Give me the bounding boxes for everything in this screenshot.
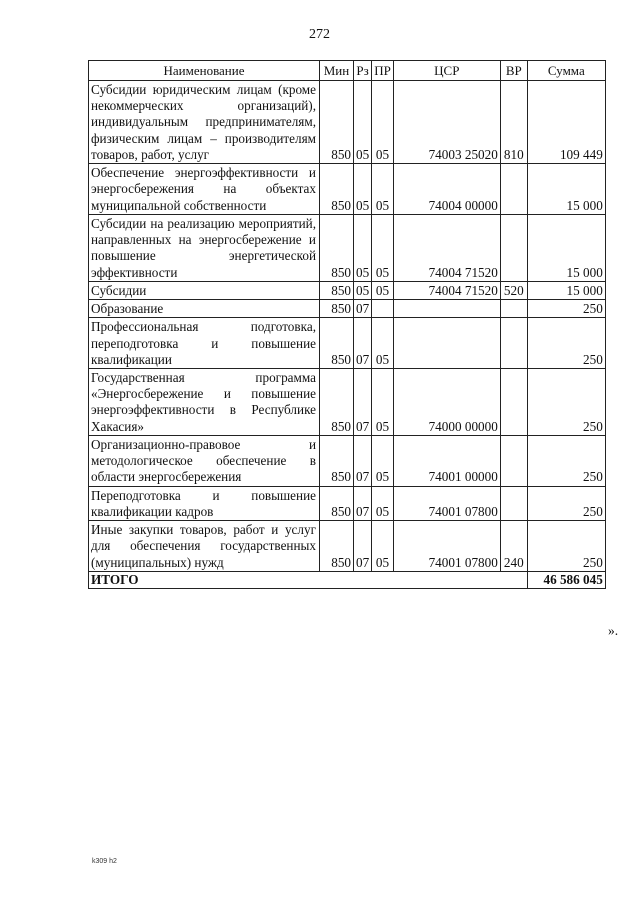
- cell-vr: [500, 164, 527, 215]
- table-row: [89, 214, 606, 281]
- header-sum: Сумма: [527, 61, 605, 81]
- budget-table: [88, 60, 606, 589]
- cell-rz: 07: [354, 368, 372, 435]
- cell-vr: [500, 435, 527, 486]
- cell-min: 850: [320, 521, 354, 572]
- header-pr: ПР: [372, 61, 394, 81]
- cell-pr: 05: [372, 368, 394, 435]
- table-row: [89, 281, 606, 299]
- table-row: [89, 318, 606, 369]
- cell-min: 850: [320, 318, 354, 369]
- cell-pr: 05: [372, 81, 394, 164]
- cell-vr: 520: [500, 281, 527, 299]
- cell-min: 850: [320, 81, 354, 164]
- table-row: [89, 300, 606, 318]
- cell-rz: 05: [354, 81, 372, 164]
- cell-sum: 109 449: [527, 81, 605, 164]
- cell-rz: 07: [354, 521, 372, 572]
- cell-pr: 05: [372, 486, 394, 520]
- cell-csr: 74001 07800: [393, 521, 500, 572]
- cell-vr: [500, 214, 527, 281]
- cell-vr: [500, 368, 527, 435]
- cell-sum: 250: [527, 318, 605, 369]
- cell-rz: 05: [354, 281, 372, 299]
- cell-sum: 15 000: [527, 281, 605, 299]
- cell-rz: 05: [354, 164, 372, 215]
- cell-csr: [393, 300, 500, 318]
- total-sum: 46 586 045: [527, 571, 605, 588]
- cell-pr: 05: [372, 214, 394, 281]
- header-min: Мин: [320, 61, 354, 81]
- cell-name: Субсидии на реализацию мероприятий, направленных на энергосбережение и повышение энергетической эффективности: [89, 214, 320, 281]
- cell-pr: 05: [372, 318, 394, 369]
- cell-csr: 74004 71520: [393, 281, 500, 299]
- cell-name: Государственная программа «Энергосбережение и повышение энергоэффективности в Республике Хакасия»: [89, 368, 320, 435]
- cell-sum: 250: [527, 486, 605, 520]
- cell-csr: 74001 07800: [393, 486, 500, 520]
- table-header-row: [89, 61, 606, 81]
- header-name: Наименование: [89, 61, 320, 81]
- footer-code: k309 h2: [92, 858, 117, 865]
- cell-pr: 05: [372, 281, 394, 299]
- cell-csr: 74004 00000: [393, 164, 500, 215]
- cell-csr: [393, 318, 500, 369]
- cell-pr: 05: [372, 435, 394, 486]
- cell-name: Организационно-правовое и методологическое обеспечение в области энергосбережения: [89, 435, 320, 486]
- cell-csr: 74003 25020: [393, 81, 500, 164]
- cell-pr: 05: [372, 521, 394, 572]
- cell-name: Образование: [89, 300, 320, 318]
- total-label: ИТОГО: [89, 571, 528, 588]
- cell-vr: 810: [500, 81, 527, 164]
- cell-sum: 250: [527, 521, 605, 572]
- cell-vr: [500, 318, 527, 369]
- cell-name: Профессиональная подготовка, переподготовка и повышение квалификации: [89, 318, 320, 369]
- cell-sum: 250: [527, 300, 605, 318]
- table-row: [89, 368, 606, 435]
- table-row: [89, 81, 606, 164]
- page-number: 272: [309, 27, 330, 42]
- cell-csr: 74001 00000: [393, 435, 500, 486]
- cell-min: 850: [320, 300, 354, 318]
- cell-min: 850: [320, 486, 354, 520]
- cell-rz: 07: [354, 435, 372, 486]
- cell-vr: [500, 300, 527, 318]
- cell-pr: [372, 300, 394, 318]
- cell-min: 850: [320, 164, 354, 215]
- header-csr: ЦСР: [393, 61, 500, 81]
- cell-csr: 74004 71520: [393, 214, 500, 281]
- cell-name: Субсидии: [89, 281, 320, 299]
- header-rz: Рз: [354, 61, 372, 81]
- cell-name: Обеспечение энергоэффективности и энергосбережения на объектах муниципальной собственности: [89, 164, 320, 215]
- cell-min: 850: [320, 281, 354, 299]
- cell-csr: 74000 00000: [393, 368, 500, 435]
- cell-name: Иные закупки товаров, работ и услуг для обеспечения государственных (муниципальных) нужд: [89, 521, 320, 572]
- total-row: [89, 571, 606, 588]
- table-row: [89, 486, 606, 520]
- cell-name: Переподготовка и повышение квалификации кадров: [89, 486, 320, 520]
- cell-rz: 07: [354, 486, 372, 520]
- cell-sum: 250: [527, 435, 605, 486]
- cell-name: Субсидии юридическим лицам (кроме некоммерческих организаций), индивидуальным предпринимателям, физическим лицам – производителям товаров, работ, услуг: [89, 81, 320, 164]
- cell-min: 850: [320, 368, 354, 435]
- table-row: [89, 435, 606, 486]
- cell-rz: 07: [354, 300, 372, 318]
- closing-quote: ».: [608, 623, 619, 638]
- cell-sum: 250: [527, 368, 605, 435]
- cell-sum: 15 000: [527, 164, 605, 215]
- cell-vr: 240: [500, 521, 527, 572]
- cell-pr: 05: [372, 164, 394, 215]
- cell-min: 850: [320, 214, 354, 281]
- header-vr: ВР: [500, 61, 527, 81]
- table-body: [89, 81, 606, 572]
- cell-min: 850: [320, 435, 354, 486]
- cell-rz: 07: [354, 318, 372, 369]
- table-row: [89, 164, 606, 215]
- cell-sum: 15 000: [527, 214, 605, 281]
- table-row: [89, 521, 606, 572]
- cell-vr: [500, 486, 527, 520]
- cell-rz: 05: [354, 214, 372, 281]
